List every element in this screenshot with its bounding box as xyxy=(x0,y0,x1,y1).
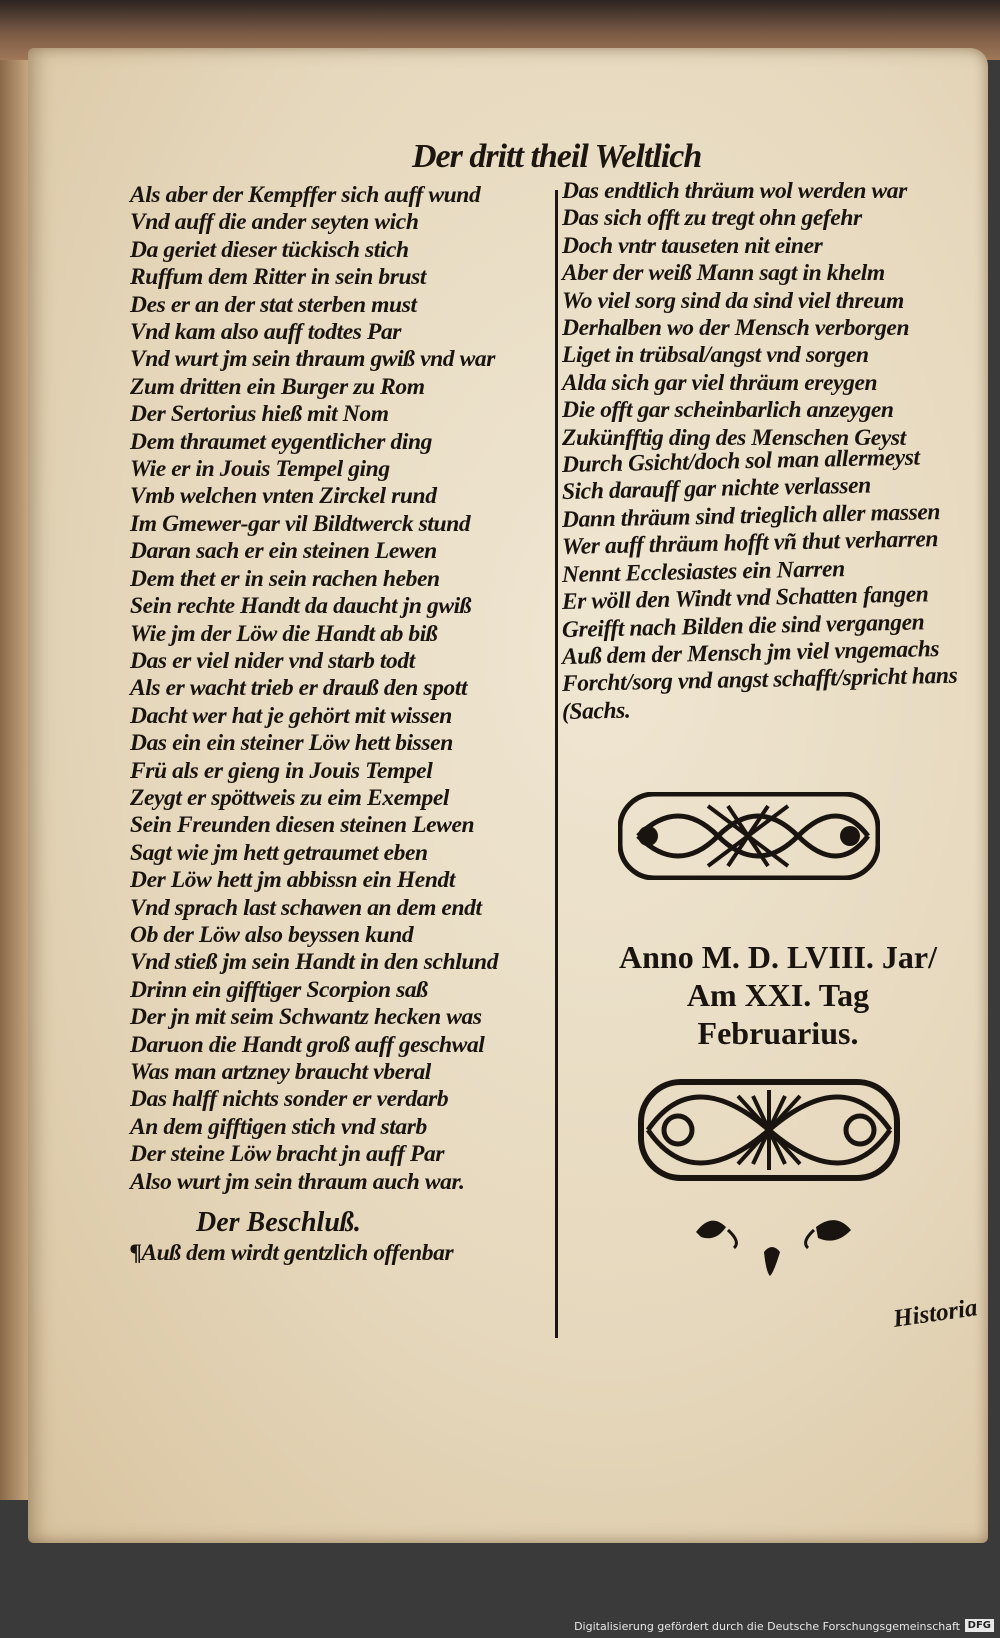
right-verse-line: Auß dem der Mensch jm viel vngemachs xyxy=(561,636,940,670)
date-line-month: Februarius. xyxy=(697,1015,859,1051)
left-verse-lines xyxy=(130,182,545,1196)
left-verse-line: Frü als er gieng in Jouis Tempel xyxy=(130,757,433,784)
knotwork-ornament-bottom xyxy=(638,1076,900,1184)
left-verse-line: Vmb welchen vnten Zirckel rund xyxy=(130,483,437,510)
left-column xyxy=(130,182,545,1267)
left-verse-line: Also wurt jm sein thraum auch war. xyxy=(130,1168,465,1195)
left-verse-line: Ruffum dem Ritter in sein brust xyxy=(130,264,427,291)
funding-notice: Digitalisierung gefördert durch die Deutsche Forschungsgemeinschaft xyxy=(574,1620,960,1633)
left-verse-line: Im Gmewer-gar vil Bildtwerck stund xyxy=(130,510,471,537)
left-verse-line: Der steine Löw bracht jn auff Par xyxy=(130,1141,445,1168)
knotwork-ornament-top xyxy=(618,792,880,880)
left-verse-line: Das ein ein steiner Löw hett bissen xyxy=(130,730,453,757)
right-verse-line: Dann thräum sind trieglich aller massen xyxy=(561,498,941,533)
date-line-year: Anno M. D. LVIII. Jar/ xyxy=(619,939,937,975)
right-verse-line: Wo viel sorg sind da sind viel threum xyxy=(562,287,904,314)
column-rule xyxy=(555,190,558,1338)
left-verse-line: Was man artzney braucht vberal xyxy=(130,1059,431,1085)
left-verse-line: Als aber der Kempffer sich auff wund xyxy=(130,182,481,208)
date-block xyxy=(578,938,978,1052)
date-line-day: Am XXI. Tag xyxy=(686,977,870,1013)
right-verse-line: Alda sich gar viel thräum ereygen xyxy=(562,369,878,396)
left-verse-line: Daruon die Handt groß auff geschwal xyxy=(130,1031,485,1058)
left-verse-line: Vnd auff die ander seyten wich xyxy=(130,209,419,236)
right-verse-line: Das sich offt zu tregt ohn gefehr xyxy=(562,205,862,232)
left-verse-line: Wie jm der Löw die Handt ab biß xyxy=(130,620,438,647)
left-verse-line: Das er viel nider vnd starb todt xyxy=(130,647,415,674)
left-verse-line: Daran sach er ein steinen Lewen xyxy=(130,538,437,565)
right-verse-line: Forcht/sorg vnd angst schafft/spricht hans xyxy=(561,663,958,698)
left-verse-line: Der Löw hett jm abbissn ein Hendt xyxy=(130,867,455,894)
left-verse-line: Vnd stieß jm sein Handt in den schlund xyxy=(130,949,499,976)
left-verse-line: Dem thraumet eygentlicher ding xyxy=(130,428,432,455)
left-verse-line: Vnd kam also auff todtes Par xyxy=(130,319,402,346)
running-head: Der dritt theil Weltlich xyxy=(412,138,702,175)
right-verse-line: Doch vntr tauseten nit einer xyxy=(562,232,823,259)
left-verse-line: Zum dritten ein Burger zu Rom xyxy=(130,373,425,400)
left-verse-line: Das halff nichts sonder er verdarb xyxy=(130,1086,449,1113)
left-verse-line: Sein rechte Handt da daucht jn gwiß xyxy=(130,593,472,620)
left-verse-line: Sein Freunden diesen steinen Lewen xyxy=(130,812,475,839)
left-verse-line: Da geriet dieser tückisch stich xyxy=(130,236,409,263)
left-verse-line: Als er wacht trieb er drauß den spott xyxy=(130,675,468,702)
left-verse-line: Vnd sprach last schawen an dem endt xyxy=(130,894,482,921)
left-verse-line: Dacht wer hat je gehört mit wissen xyxy=(130,702,452,729)
left-last-line: ¶Auß dem wirdt gentzlich offenbar xyxy=(130,1240,454,1267)
right-verse-line: Nennt Ecclesiastes ein Narren xyxy=(561,555,846,588)
right-column xyxy=(562,178,962,726)
right-verse-line: Durch Gsicht/doch sol man allermeyst xyxy=(561,444,920,479)
right-verse-line: (Sachs. xyxy=(561,697,631,725)
right-verse-line: Derhalben wo der Mensch verborgen xyxy=(562,315,910,342)
right-verse-line: Greifft nach Bilden die sind vergangen xyxy=(561,608,925,643)
left-verse-line: An dem gifftigen stich vnd starb xyxy=(130,1113,427,1140)
page-fore-edge xyxy=(0,60,30,1500)
right-verse-line: Die offt gar scheinbarlich anzeygen xyxy=(562,397,894,424)
left-verse-line: Vnd wurt jm sein thraum gwiß vnd war xyxy=(130,346,495,373)
right-verse-line: Liget in trübsal/angst vnd sorgen xyxy=(562,342,869,369)
left-verse-line: Der jn mit seim Schwantz hecken was xyxy=(130,1004,482,1031)
right-verse-line: Das endtlich thräum wol werden war xyxy=(562,178,907,204)
left-verse-line: Zeygt er spöttweis zu eim Exempel xyxy=(130,784,450,811)
left-verse-line: Ob der Löw also beyssen kund xyxy=(130,921,414,948)
left-verse-line: Dem thet er in sein rachen heben xyxy=(130,565,440,592)
left-verse-line: Der Sertorius hieß mit Nom xyxy=(130,401,389,428)
right-verse-line: Er wöll den Windt vnd Schatten fangen xyxy=(561,581,929,616)
catchword: Historia xyxy=(891,1294,980,1333)
left-verse-line: Sagt wie jm hett getraumet eben xyxy=(130,839,428,866)
right-verse-line: Aber der weiß Mann sagt in khelm xyxy=(562,260,885,287)
right-verse-line: Sich darauff gar nichte verlassen xyxy=(561,473,872,506)
fleuron-ornament xyxy=(686,1212,856,1282)
left-verse-line: Wie er in Jouis Tempel ging xyxy=(130,456,390,483)
left-verse-line: Des er an der stat sterben must xyxy=(130,291,417,318)
right-verse-line: Zukünfftig ding des Menschen Geyst xyxy=(562,424,906,451)
conclusion-heading: Der Beschluß. xyxy=(196,1207,361,1239)
right-verse-line: Wer auff thräum hofft vñ thut verharren xyxy=(561,526,939,561)
left-verse-line: Drinn ein gifftiger Scorpion saß xyxy=(130,976,428,1003)
dfg-logo: DFG xyxy=(965,1619,994,1632)
